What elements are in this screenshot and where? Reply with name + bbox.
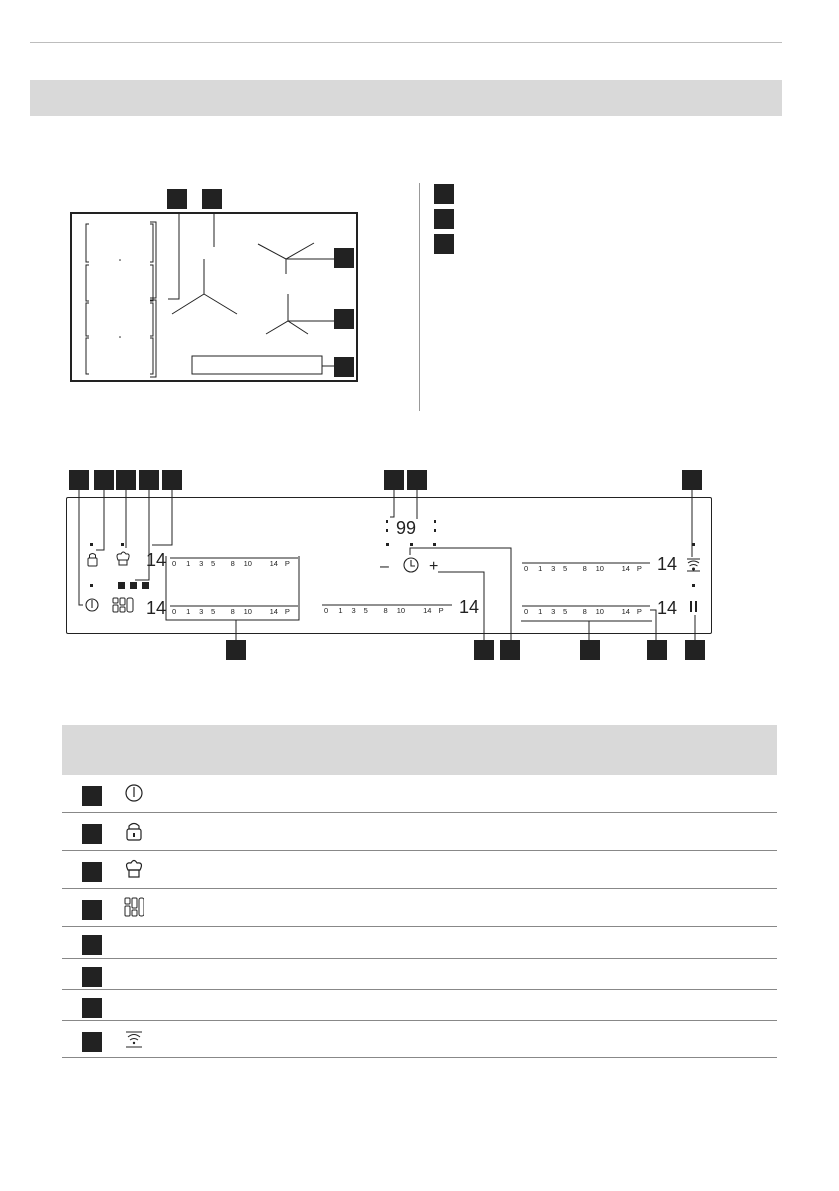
zone-power-display: 14 (146, 598, 167, 618)
power-slider-right-top[interactable] (522, 554, 677, 574)
zone-power-display: 14 (459, 597, 480, 617)
slider-tick-label: 14 (269, 607, 278, 616)
slider-tick-label: P (636, 607, 642, 616)
lock-icon (124, 821, 144, 846)
slider-tick-label: 0 (172, 607, 177, 616)
slider-tick-label: 14 (621, 564, 630, 573)
slider-tick-label: 8 (230, 559, 235, 568)
slider-tick-label: 3 (351, 606, 356, 615)
slider-tick-label: 5 (563, 607, 568, 616)
slider-tick-label: 8 (230, 607, 235, 616)
callout-badge (500, 640, 520, 660)
slider-tick-label: 0 (524, 607, 529, 616)
slider-tick-label: 3 (199, 559, 204, 568)
table-row (62, 959, 777, 990)
slider-tick-label: 1 (338, 606, 343, 615)
slider-tick-label: 0 (172, 559, 177, 568)
chef-hat-icon (124, 859, 144, 884)
timer-icon[interactable] (404, 558, 418, 572)
row-badge (82, 998, 102, 1018)
bridge-icon (124, 897, 144, 926)
slider-tick-label: 1 (186, 559, 191, 568)
slider-tick-label: 8 (383, 606, 388, 615)
slider-tick-label: 14 (269, 559, 278, 568)
callout-badge (474, 640, 494, 660)
slider-tick-label: 5 (211, 559, 216, 568)
slider-tick-label: P (636, 564, 642, 573)
hood-connect-icon[interactable] (687, 559, 700, 571)
bridge-icon[interactable] (113, 598, 133, 612)
callout-badge (580, 640, 600, 660)
table-row (62, 813, 777, 851)
zone-power-display: 14 (146, 550, 167, 570)
zone-power-display: 14 (657, 598, 678, 618)
power-icon[interactable] (86, 599, 98, 611)
power-icon (124, 783, 144, 808)
slider-tick-label: 3 (199, 607, 204, 616)
timer-minus-button[interactable]: – (380, 558, 389, 575)
hood-connect-icon (124, 1029, 144, 1054)
row-badge (82, 900, 102, 920)
row-badge (82, 786, 102, 806)
slider-tick-label: 10 (396, 606, 406, 615)
slider-tick-label: 14 (423, 606, 432, 615)
slider-tick-label: 10 (243, 607, 252, 616)
chef-hat-icon[interactable] (117, 552, 129, 565)
row-badge (82, 967, 102, 987)
slider-tick-label: 5 (563, 564, 568, 573)
slider-tick-label: 8 (582, 564, 587, 573)
table-row (62, 1021, 777, 1058)
callout-badge (685, 640, 705, 660)
power-slider-left-top[interactable] (146, 550, 298, 570)
slider-tick-label: 8 (582, 607, 587, 616)
lock-icon[interactable] (88, 554, 97, 567)
table-row (62, 775, 777, 813)
slider-tick-label: 3 (551, 607, 556, 616)
power-slider-left-bottom[interactable] (146, 598, 298, 618)
slider-tick-label: 10 (595, 607, 604, 616)
slider-tick-label: 1 (538, 564, 543, 573)
slider-tick-label: P (284, 607, 290, 616)
table-row (62, 927, 777, 959)
slider-tick-label: P (438, 606, 444, 615)
row-badge (82, 1032, 102, 1052)
timer-plus-button[interactable]: + (429, 558, 439, 575)
row-badge (82, 862, 102, 882)
slider-tick-label: 3 (551, 564, 556, 573)
table-row (62, 889, 777, 927)
slider-tick-label: 10 (243, 559, 252, 568)
slider-tick-label: P (284, 559, 290, 568)
table-header (62, 725, 777, 775)
row-badge (82, 824, 102, 844)
slider-tick-label: 5 (363, 606, 368, 615)
power-slider-middle[interactable] (322, 597, 479, 617)
slider-tick-label: 0 (524, 564, 529, 573)
slider-tick-label: 1 (538, 607, 543, 616)
table-row (62, 990, 777, 1021)
callout-badge (647, 640, 667, 660)
zone-power-display: 14 (657, 554, 678, 574)
slider-tick-label: 1 (186, 607, 191, 616)
slider-tick-label: 10 (595, 564, 604, 573)
slider-tick-label: 0 (324, 606, 329, 615)
timer-display: 99 (396, 518, 417, 538)
power-slider-right-bottom[interactable] (522, 598, 677, 618)
callout-badge (226, 640, 246, 660)
pause-icon[interactable] (690, 601, 697, 612)
table-row (62, 851, 777, 889)
row-badge (82, 935, 102, 955)
slider-tick-label: 14 (621, 607, 630, 616)
slider-tick-label: 5 (211, 607, 216, 616)
